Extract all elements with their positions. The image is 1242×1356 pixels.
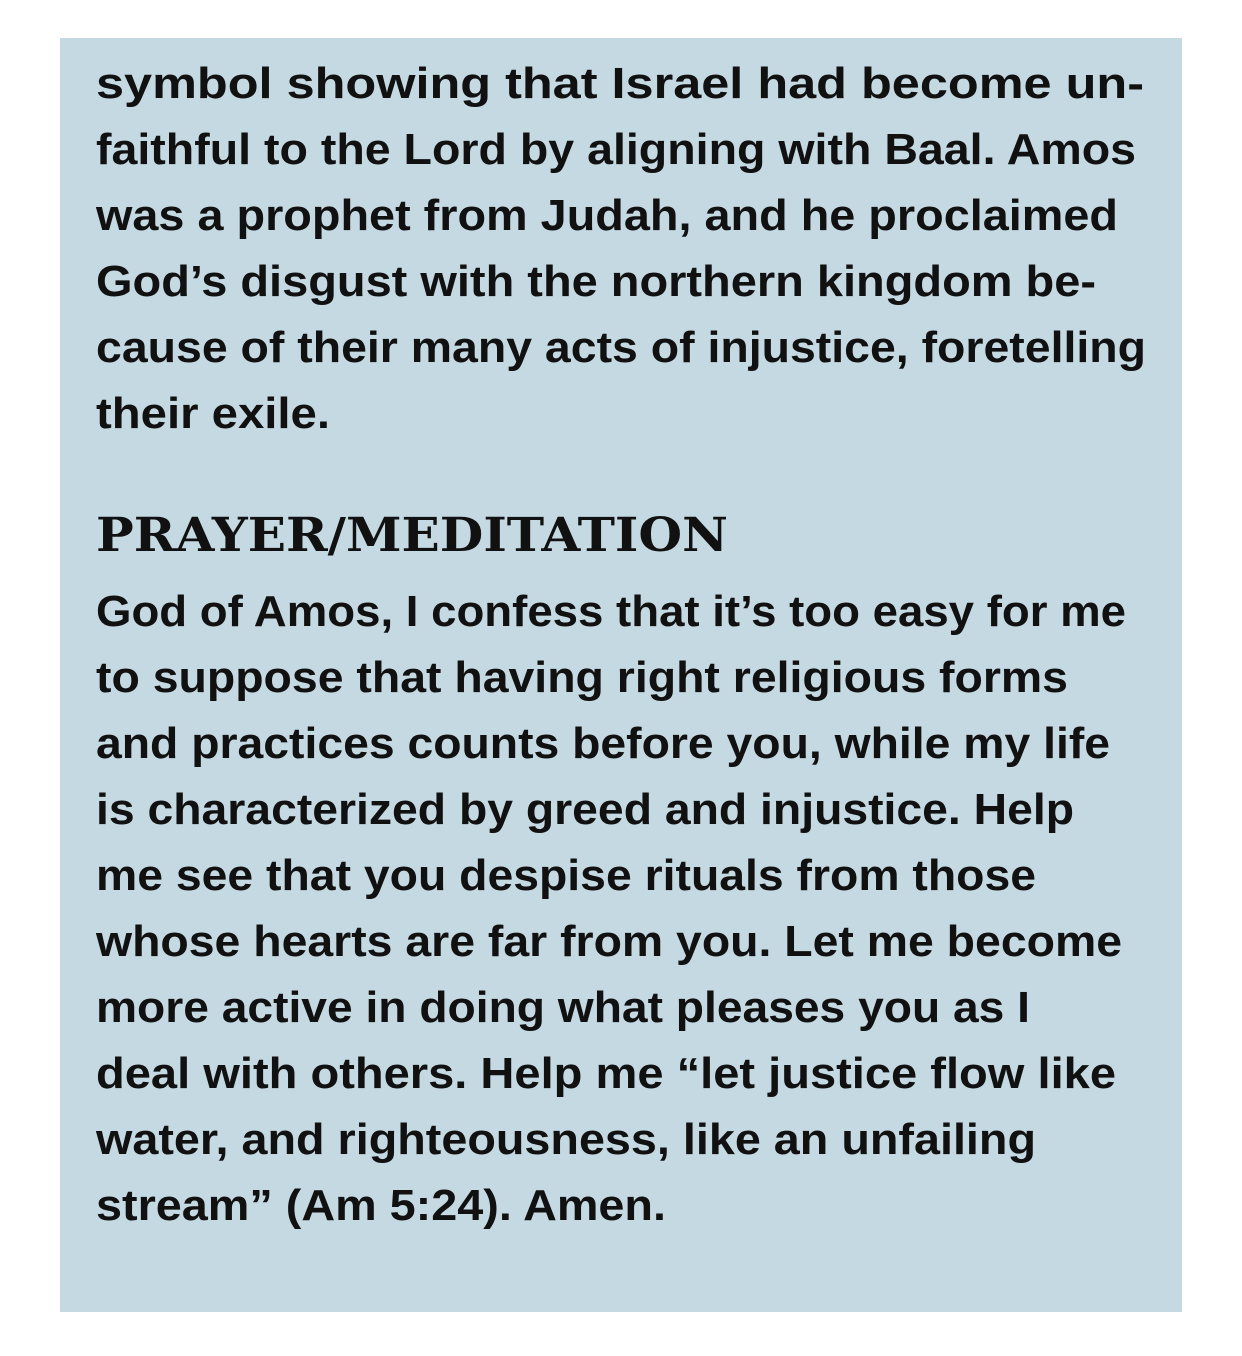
text-line: God’s disgust with the northern kingdom be- <box>96 257 1096 306</box>
text-line: more active in doing what pleases you as I <box>96 983 1030 1032</box>
text-line: water, and righteousness, like an unfailing <box>96 1115 1036 1164</box>
text-line: and practices counts before you, while my life <box>96 719 1110 768</box>
text-line: was a prophet from Judah, and he proclaimed <box>96 191 1118 240</box>
text-line: to suppose that having right religious forms <box>96 653 1068 702</box>
text-line: whose hearts are far from you. Let me become <box>96 917 1122 966</box>
text-line: me see that you despise rituals from those <box>96 851 1036 900</box>
text-line: symbol showing that Israel had become un- <box>96 59 1144 108</box>
text-line: cause of their many acts of injustice, foretelling <box>96 323 1146 372</box>
text-line: stream” (Am 5:24). Amen. <box>96 1181 667 1230</box>
text-line: God of Amos, I confess that it’s too easy for me <box>96 587 1126 636</box>
text-line: their exile. <box>96 389 330 438</box>
text-line: faithful to the Lord by aligning with Baal. Amos <box>96 125 1136 174</box>
text-line: deal with others. Help me “let justice flow like <box>96 1049 1116 1098</box>
text-line: is characterized by greed and injustice. Help <box>96 785 1074 834</box>
section-heading: PRAYER/MEDITATION <box>96 508 728 563</box>
